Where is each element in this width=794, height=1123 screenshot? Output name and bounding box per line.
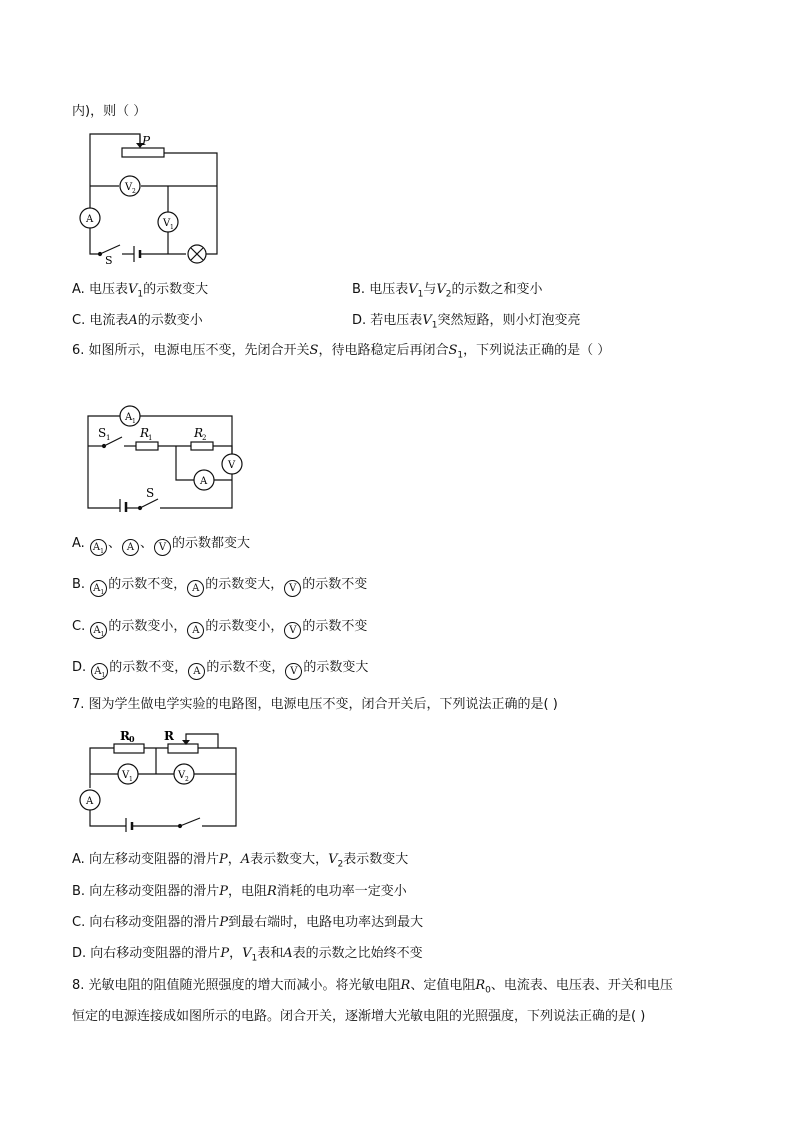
label-a1-sub: 1 [132,418,136,425]
label-v1: V [122,770,130,781]
q6-option-c: C. $A_1$的示数变小， A 的示数变小， V 的示数不变 [72,619,368,638]
label-v1: V [163,218,171,229]
meter-a-icon: A [187,580,204,597]
rheostat [122,148,164,157]
label-v2: V [125,182,133,193]
label-v2-sub: 2 [132,188,136,195]
label-r2-sub: 2 [202,434,207,442]
wire [160,474,232,508]
meter-a1-icon: $A_1$ [90,539,107,556]
label-r0: R [120,729,130,743]
label-v1-sub: 1 [170,224,174,231]
wire [90,748,114,788]
q7-stem: 7. 图为学生做电学实验的电路图，电源电压不变，闭合开关后，下列说法正确的是( ) [72,697,558,712]
meter-a1-icon: $A_1$ [91,663,108,680]
wire [90,228,100,254]
wire [202,774,236,826]
label-r: R [164,729,174,743]
label-s: S [105,254,113,264]
q7-option-d: D. 向右移动变阻器的滑片P，$V_1$表和A表的示数之比始终不变 [72,946,423,964]
label-a: A [200,476,208,487]
resistor-r1 [136,442,158,450]
q5-circuit-diagram [78,132,228,264]
q5-option-b: B. 电压表$V_1$与$V_2$的示数之和变小 [352,282,543,300]
label-a: A [86,796,94,807]
label-a: A [86,214,94,225]
meter-a-icon: A [187,622,204,639]
label-s1-sub: 1 [106,434,111,442]
slider-wire [186,734,218,748]
q8-stem-line-2: 恒定的电源连接成如图所示的电路。闭合开关，逐渐增大光敏电阻的光照强度，下列说法正确的是( ) [72,1009,646,1024]
q7-option-b: B. 向左移动变阻器的滑片P，电阻R消耗的电功率一定变小 [72,884,407,899]
q5-stem-tail: 内)，则（ ） [72,104,147,119]
switch-s [140,499,158,508]
resistor-r0 [114,744,144,753]
label-r0-sub: 0 [129,734,135,744]
label-s: S [146,486,155,500]
label-v1-sub: 1 [129,776,133,783]
meter-v-icon: V [284,622,301,639]
q6-stem: 6. 如图所示，电源电压不变，先闭合开关S，待电路稳定后再闭合$S_1$，下列说法正确的是（ ） [72,343,611,361]
switch-s [100,245,120,254]
q7-option-c: C. 向右移动变阻器的滑片P到最右端时，电路电功率达到最大 [72,915,424,930]
wire [206,186,217,254]
resistor-r2 [191,442,213,450]
wire [213,446,232,454]
q7-circuit-diagram [76,726,244,832]
label-r1: R [140,426,150,440]
wire [140,416,232,454]
wire [90,134,140,186]
meter-v-icon: V [154,539,171,556]
q5-option-c: C. 电流表A的示数变小 [72,313,203,328]
wire [88,446,120,508]
q6-option-a: A. $A_1$、 A 、 V 的示数都变大 [72,536,250,555]
q7-option-a: A. 向左移动变阻器的滑片P，A表示数变大，$V_2$表示数变大 [72,852,409,870]
label-v2: V [178,770,186,781]
meter-a-icon: A [188,663,205,680]
rheostat-r [168,744,198,753]
q5-option-d: D. 若电压表$V_1$突然短路，则小灯泡变亮 [352,313,581,331]
meter-a1-icon: $A_1$ [90,622,107,639]
meter-a-icon: A [122,539,139,556]
q6-option-d: D. $A_1$的示数不变， A 的示数不变， V 的示数变大 [72,660,369,679]
label-r2: R [194,426,204,440]
meter-v-icon: V [284,580,301,597]
wire [176,446,194,480]
q5-option-a: A. 电压表$V_1$的示数变大 [72,282,209,300]
meter-v-icon: V [285,663,302,680]
q6-option-b: B. $A_1$的示数不变， A 的示数变大， V 的示数不变 [72,577,368,596]
meter-a1-icon: $A_1$ [90,580,107,597]
label-v2-sub: 2 [185,776,189,783]
switch-contact [99,253,102,256]
label-a1: A [125,412,133,423]
q8-stem-line-1: 8. 光敏电阻的阻值随光照强度的增大而减小。将光敏电阻R、定值电阻$R_0$、电流表、电压表、开关和电压 [72,978,673,996]
label-v: V [228,460,236,471]
wire [164,153,217,186]
q6-circuit-diagram [84,404,244,512]
label-p: P [142,134,151,148]
switch [180,818,200,826]
label-s1: S [98,426,107,440]
label-r1-sub: 1 [148,434,153,442]
wire [90,810,126,826]
wire [198,748,236,774]
